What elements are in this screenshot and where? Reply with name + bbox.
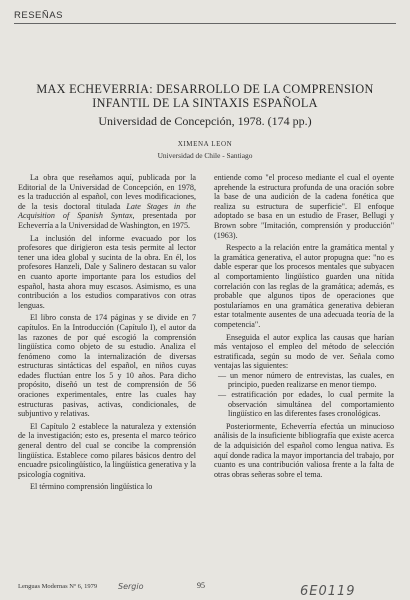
journal-citation: Lenguas Modernas Nº 6, 1979 (18, 583, 98, 590)
section-label: RESEÑAS (14, 10, 63, 21)
review-title (20, 82, 390, 110)
section-divider (14, 23, 396, 24)
paragraph-text: presentada por Echeverría a la Universidad de Washington, en 1975. (18, 211, 196, 230)
publisher-line: Universidad de Concepción, 1978. (174 pp.) (98, 114, 312, 128)
list-item: — estratificación por edades, lo cual permite la observación simultánea del comportamiento lingüístico en las diferentes fases cronológicas. (218, 390, 394, 419)
paragraph: Posteriormente, Echeverría efectúa un minucioso análisis de la insuficiente bibliografía que existe acerca de la adquisición del español como lengua nativa. Es aquí donde radica la mayor importancia del trabajo, por cuanto es una contribución valiosa frente a la falta de otras obras señeras sobre el tema. (214, 421, 395, 479)
paragraph: Respecto a la relación entre la gramática mental y la gramática generativa, el autor propugna que: "no es dable esperar que los procesos mentales que subyacen al comportamiento lingüístico guarden una nítida correlación con las reglas de la gramática; además, es probable que algunos tipos de operaciones que postularíamos en una gramática generativa debieran estar totalmente ausentes de una adecuada teoría de la competencia". (214, 243, 394, 329)
paragraph: Enseguida el autor explica las causas que harían más ventajoso el empleo del método de selección estratificada, según su modo de ver. Señala como ventajas las siguientes: (214, 332, 394, 371)
paragraph: El Capítulo 2 establece la naturaleza y extensión de la investigación; esto es, presenta el marco teórico general dentro del cual se concibe la comprensión lingüística. Establece como pilares básicos dentro del encuadre psicolingüístico, la lingüística generativa y la psicología cognitiva. (18, 421, 196, 479)
paragraph: El libro consta de 174 páginas y se divide en 7 capítulos. En la Introducción (Capítulo I), el autor da las razones de por qué escogió la comprensión lingüística como objeto de su estudio. Analiza el fenómeno como la internalización de diversas estructuras sintácticas del español, en niños cuyas edades fluctúan entre los 5 y 10 años. Para dicho propósito, diseñó un test de comprensión de 56 oraciones experimentales, entre las cuales hay estructuras pasivas, activas, condicionales, de subjuntivo y relativas. (18, 313, 196, 419)
thesis-title: Late Stages in the Acquisition of Spanish Syntax, (18, 201, 196, 221)
paragraph: La inclusión del informe evacuado por los profesores que dirigieron esta tesis permite al lector tener una idea global y sucinta de la obra. En él, los profesores Hanzeli, Dale y Salinero destacan su valor en cuanto aporte importante para los estudios del español, hasta ahora muy escasos. Asimismo, es una contribución a los estudios comparativos con otras lenguas. (18, 233, 196, 310)
paragraph-text: La obra que reseñamos aquí, publicada por la Editorial de la Universidad de Concepción, en 1978, es la traducción al español, con leves modificaciones, de la tesis doctoral titulada (18, 173, 196, 211)
left-column (18, 173, 196, 492)
paragraph: El término comprensión lingüística lo (30, 482, 153, 492)
list-item: — un menor número de entrevistas, las cuales, en principio, pueden realizarse en menor tiempo. (218, 370, 394, 390)
reviewer-affiliation: Universidad de Chile - Santiago (157, 151, 253, 160)
advantages-list (214, 371, 394, 419)
handwritten-stamp: Sergio (118, 582, 144, 591)
right-column (214, 173, 394, 479)
paragraph (18, 173, 196, 231)
page-number: 95 (197, 581, 205, 590)
paragraph: entiende como "el proceso mediante el cual el oyente aprehende la estructura profunda de una oración sobre la base de una audición de la cadena fonética que realiza su estructura de superficie". El enfoque adoptado se basa en un estudio de Fraser, Bellugi y Brown sobre "Imitación, comprensión y producción" (1963). (214, 173, 394, 240)
title-line-1: MAX ECHEVERRIA: DESARROLLO DE LA COMPRENSION (36, 82, 374, 96)
reviewer-name: XIMENA LEON (177, 140, 233, 148)
handwritten-code: 6E0119 (300, 584, 356, 599)
title-line-2: INFANTIL DE LA SINTAXIS ESPAÑOLA (92, 96, 318, 110)
